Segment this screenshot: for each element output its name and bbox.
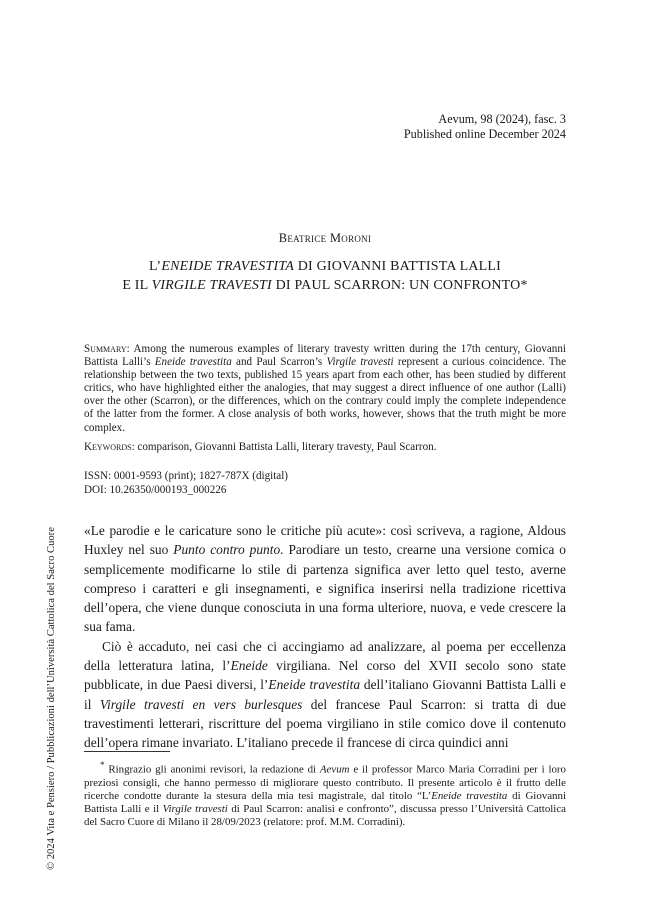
summary-abstract xyxy=(84,343,566,435)
body-span: virgiliana. Nel corso del XVII secolo sono state pubblicate, in due Paesi diversi, l’ xyxy=(84,658,566,693)
summary-text: Among the numerous examples of literary travesty written during the 17th century, Giovanni Battista Lalli’s xyxy=(84,343,566,369)
article-title xyxy=(0,257,650,295)
footnote-italic: Aevum xyxy=(319,763,350,776)
paragraph-2 xyxy=(84,637,566,753)
summary-italic: Eneide travestita xyxy=(154,356,232,369)
title-text: DI GIOVANNI BATTISTA LALLI xyxy=(294,259,502,274)
body-span: «Le parodie e le caricature sono le critiche più acute»: così scriveva, a ragione, Aldous Huxley nel suo xyxy=(84,523,566,558)
body-span: . Parodiare un testo, crearne una versione comica o semplicemente modificarne lo stile di partenza significa aver letto quel testo, averne compreso i caratteri e gli insegnamenti, e significa inserirsi nella tradizione ricettiva dell’opera, che viene dunque conosciuta in una forma ulteriore, nuova, e vede crescere la sua fama. xyxy=(84,542,567,635)
paragraph-1 xyxy=(84,521,566,637)
footnote-mark: * xyxy=(100,760,105,770)
author-name: Beatrice Moroni xyxy=(278,231,372,245)
title-italic: VIRGILE TRAVESTI xyxy=(151,278,272,293)
footnote-text: di Giovanni Battista Lalli e il xyxy=(84,790,566,816)
body-span: del francese Paul Scarron: si tratta di due travestimenti letterari, riscritture del poema virgiliano in stile comico dove il contenuto dell’opera rimane invariato. L’italiano precede il francese di circa quindici anni xyxy=(84,696,566,751)
publication-date: Published online December 2024 xyxy=(403,127,566,141)
doi: DOI: 10.26350/000193_000226 xyxy=(84,484,227,496)
keywords-label: Keywords: xyxy=(84,441,135,453)
body-italic: Punto contro punto xyxy=(173,542,281,558)
summary-label: Summary: xyxy=(84,343,130,355)
summary-italic: Virgile travesti xyxy=(326,356,394,369)
title-line-1 xyxy=(0,257,650,276)
keywords xyxy=(84,441,566,454)
identifiers xyxy=(84,469,566,497)
footnote-text: Ringrazio gli anonimi revisori, la redazione di xyxy=(104,763,320,776)
title-italic: ENEIDE TRAVESTITA xyxy=(161,259,295,274)
body-span: dell’italiano Giovanni Battista Lalli e il xyxy=(84,677,566,712)
summary-text: and Paul Scarron’s xyxy=(231,356,327,369)
title-text: L’ xyxy=(148,259,162,274)
journal-citation: Aevum, 98 (2024), fasc. 3 xyxy=(438,112,566,126)
body-italic: Eneide xyxy=(230,658,268,674)
body-italic: Eneide travestita xyxy=(268,677,361,693)
body-italic: Virgile travesti en vers burlesques xyxy=(99,696,303,712)
footnote-text: e il professor Marco Maria Corradini per i loro preziosi consigli, che hanno permesso di migliorare questo contributo. Il presente articolo è il frutto delle ricerche condotte durante la stesura della mia tesi magistrale, dal titolo “L’ xyxy=(84,763,566,803)
footnote-italic: Virgile travesti xyxy=(162,803,228,816)
issn: ISSN: 0001-9593 (print); 1827-787X (digital) xyxy=(84,470,288,482)
footnote-divider xyxy=(84,751,170,752)
title-text: DI PAUL SCARRON: UN CONFRONTO* xyxy=(271,278,528,293)
title-line-2 xyxy=(0,276,650,295)
summary-text: represent a curious coincidence. The relationship between the two texts, published 15 years apart from each other, has been studied by different critics, who have highlighted either the analogies, that may suggest a direct influence of one author (Lalli) over the other (Scarron), or the differences, which on the contrary could imply the complete independence of the latter from the former. A close analysis of both works, however, shows that the truth might be more complex. xyxy=(84,356,567,434)
body-span: Ciò è accaduto, nei casi che ci accingiamo ad analizzare, al poema per eccellenza della letteratura latina, l’ xyxy=(84,638,566,674)
keywords-text: comparison, Giovanni Battista Lalli, literary travesty, Paul Scarron. xyxy=(134,441,437,453)
footnote-italic: Eneide travestita xyxy=(431,790,508,803)
journal-info xyxy=(404,112,566,142)
body-text xyxy=(84,521,566,753)
title-text: E IL xyxy=(122,278,152,293)
footnote-text: di Paul Scarron: analisi e confronto”, discussa presso l’Università Cattolica del Sacro Cuore di Milano il 28/09/2023 (relatore: prof. M.M. Corradini). xyxy=(84,803,566,829)
copyright-sidebar: © 2024 Vita e Pensiero / Pubblicazioni dell’Università Cattolica del Sacro Cuore xyxy=(46,527,57,870)
footnote xyxy=(84,759,566,830)
